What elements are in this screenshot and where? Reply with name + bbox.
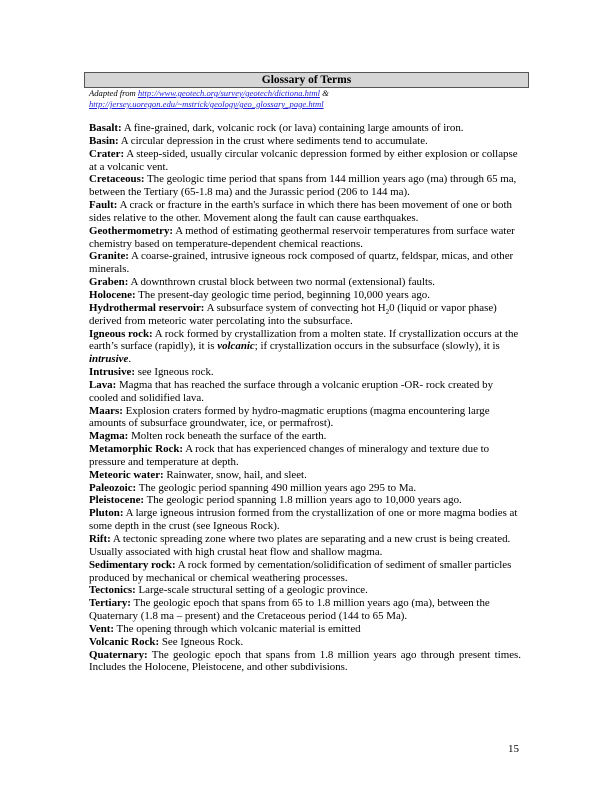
term-tertiary: Tertiary: xyxy=(89,597,131,610)
term-lava: Lava: xyxy=(89,378,117,391)
glossary-entry-tectonics xyxy=(89,584,521,597)
term-rift: Rift: xyxy=(89,533,111,545)
glossary-title: Glossary of Terms xyxy=(84,72,529,88)
definition-paleozoic: The geologic period spanning 490 million years ago 295 to Ma. xyxy=(138,481,417,494)
definition-tertiary: The geologic epoch that spans from 65 to 1.8 million years ago (ma), between the Quaternary (1.8 ma – present) and the Cretaceous period (144 to 65 Ma). xyxy=(89,597,490,623)
term-cretaceous: Cretaceous: xyxy=(89,173,145,186)
term-geothermometry: Geothermometry: xyxy=(89,224,174,237)
definition-igneous-rock-part2: ; if crystallization occurs in the subsurface (slowly), it is xyxy=(254,340,500,353)
glossary-entry-graben xyxy=(89,276,521,289)
definition-hydrothermal-reservoir-part2: 0 (liquid or vapor phase) derived from meteoric water percolating into the subsurface. xyxy=(89,301,497,327)
glossary-entry-geothermometry xyxy=(89,225,521,251)
term-sedimentary-rock: Sedimentary rock: xyxy=(89,558,176,571)
glossary-entry-sedimentary-rock xyxy=(89,559,521,585)
definition-basalt: A fine-grained, dark, volcanic rock (or lava) containing large amounts of iron. xyxy=(123,122,464,134)
glossary-entry-vent xyxy=(89,623,521,636)
glossary-entry-fault xyxy=(89,199,521,225)
emphasis-volcanic: volcanic xyxy=(217,340,255,353)
emphasis-intrusive: intrusive xyxy=(89,353,129,366)
definition-igneous-rock-part1: A rock formed by crystallization from a molten state. If crystallization occurs at the earth’s surface (rapidly), it is xyxy=(89,327,519,353)
term-tectonics: Tectonics: xyxy=(89,584,136,597)
term-vent: Vent: xyxy=(89,622,115,635)
glossary-entry-tertiary xyxy=(89,597,521,623)
term-fault: Fault: xyxy=(89,199,118,212)
term-graben: Graben: xyxy=(89,276,129,289)
definition-volcanic-rock: See Igneous Rock. xyxy=(161,635,244,648)
definition-intrusive: see Igneous rock. xyxy=(137,366,214,379)
definition-cretaceous: The geologic time period that spans from 144 million years ago (ma) through 65 ma, between the Tertiary (65-1.8 ma) and the Jurassic period (206 to 144 ma). xyxy=(89,173,517,199)
definition-sedimentary-rock: A rock formed by cementation/solidification of sediment of smaller particles produced by mechanical or chemical weathering processes. xyxy=(89,558,512,584)
glossary-entry-basalt xyxy=(89,122,521,135)
definition-graben: A downthrown crustal block between two normal (extensional) faults. xyxy=(130,276,436,289)
glossary-entry-basin xyxy=(89,135,521,148)
term-granite: Granite: xyxy=(89,250,129,263)
subscript-2: 2 xyxy=(385,307,390,316)
term-intrusive: Intrusive: xyxy=(89,366,135,379)
glossary-entry-metamorphic-rock xyxy=(89,443,521,469)
source-citation xyxy=(89,88,529,110)
definition-quaternary: The geologic epoch that spans from 1.8 million years ago through present times. Includes the Holocene, Pleistocene, and other subdivisions. xyxy=(89,648,521,674)
uoregon-glossary-link[interactable]: http://jersey.uoregon.edu/~mstrick/geology/geo_glossary_page.html xyxy=(89,99,324,109)
glossary-entry-meteoric-water xyxy=(89,469,521,482)
glossary-list xyxy=(89,122,521,674)
definition-vent: The opening through which volcanic material is emitted xyxy=(116,622,361,635)
glossary-entry-lava xyxy=(89,379,521,405)
term-magma: Magma: xyxy=(89,430,129,443)
term-pleistocene: Pleistocene: xyxy=(89,494,145,507)
glossary-entry-crater xyxy=(89,148,521,174)
term-pluton: Pluton: xyxy=(89,507,124,520)
glossary-entry-holocene xyxy=(89,289,521,302)
glossary-entry-maars xyxy=(89,405,521,431)
glossary-entry-hydrothermal-reservoir xyxy=(89,302,521,328)
term-metamorphic-rock: Metamorphic Rock: xyxy=(89,443,184,456)
ampersand: & xyxy=(319,88,329,98)
definition-lava: Magma that has reached the surface through a volcanic eruption -OR- rock created by cooled and solidified lava. xyxy=(89,378,494,404)
definition-magma: Molten rock beneath the surface of the earth. xyxy=(131,430,327,443)
term-hydrothermal-reservoir: Hydrothermal reservoir: xyxy=(89,301,205,314)
term-meteoric-water: Meteoric water: xyxy=(89,468,164,481)
term-basin: Basin: xyxy=(89,134,119,147)
definition-fault: A crack or fracture in the earth's surface in which there has been movement of one or both sides relative to the other. Movement along the fault can cause earthquakes. xyxy=(89,199,512,224)
geotech-dictionary-link[interactable]: http://www.geotech.org/survey/geotech/dictiona.html xyxy=(137,88,320,98)
term-maars: Maars: xyxy=(89,404,123,417)
adapted-from-label: Adapted from xyxy=(89,88,136,98)
definition-hydrothermal-reservoir-part1: A subsurface system of convecting hot H xyxy=(206,301,386,314)
definition-rift: A tectonic spreading zone where two plates are separating and a new crust is being created. Usually associated with high crustal heat flow and shallow magma. xyxy=(89,533,511,558)
definition-holocene: The present-day geologic time period, beginning 10,000 years ago. xyxy=(138,288,430,301)
definition-granite: A coarse-grained, intrusive igneous rock composed of quartz, feldspar, micas, and other minerals. xyxy=(89,250,514,276)
glossary-entry-pleistocene xyxy=(89,494,521,507)
glossary-entry-igneous-rock xyxy=(89,328,521,367)
definition-maars: Explosion craters formed by hydro-magmatic eruptions (magma encountering large amounts of subsurface groundwater, ice, or permafrost). xyxy=(89,404,490,430)
definition-geothermometry: A method of estimating geothermal reservoir temperatures from surface water chemistry based on temperature-dependent chemical reactions. xyxy=(89,224,515,250)
term-paleozoic: Paleozoic: xyxy=(89,481,137,494)
definition-metamorphic-rock: A rock that has experienced changes of mineralogy and texture due to pressure and temperature at depth. xyxy=(89,443,490,468)
term-quaternary: Quaternary: xyxy=(89,648,148,661)
definition-meteoric-water: Rainwater, snow, hail, and sleet. xyxy=(166,468,307,481)
definition-pleistocene: The geologic period spanning 1.8 million years ago to 10,000 years ago. xyxy=(146,494,462,507)
definition-igneous-rock-part3: . xyxy=(128,353,132,366)
term-igneous-rock: Igneous rock: xyxy=(89,327,153,340)
glossary-entry-volcanic-rock xyxy=(89,636,521,649)
definition-basin: A circular depression in the crust where sediments tend to accumulate. xyxy=(120,134,428,147)
page-number: 15 xyxy=(508,743,519,755)
term-basalt: Basalt: xyxy=(89,122,122,134)
glossary-entry-granite xyxy=(89,250,521,276)
glossary-entry-quaternary xyxy=(89,649,521,675)
definition-crater: A steep-sided, usually circular volcanic depression formed by either explosion or collapse at a volcanic vent. xyxy=(89,147,518,173)
glossary-entry-pluton xyxy=(89,507,521,533)
term-volcanic-rock: Volcanic Rock: xyxy=(89,635,160,648)
definition-tectonics: Large-scale structural setting of a geologic province. xyxy=(138,584,368,597)
glossary-entry-magma xyxy=(89,430,521,443)
glossary-entry-paleozoic xyxy=(89,482,521,495)
term-holocene: Holocene: xyxy=(89,288,136,301)
definition-pluton: A large igneous intrusion formed from the crystallization of one or more magma bodies at some depth in the crust (see Igneous Rock). xyxy=(89,507,518,533)
glossary-entry-intrusive xyxy=(89,366,521,379)
glossary-entry-rift xyxy=(89,533,521,559)
term-crater: Crater: xyxy=(89,147,125,160)
glossary-entry-cretaceous xyxy=(89,173,521,199)
